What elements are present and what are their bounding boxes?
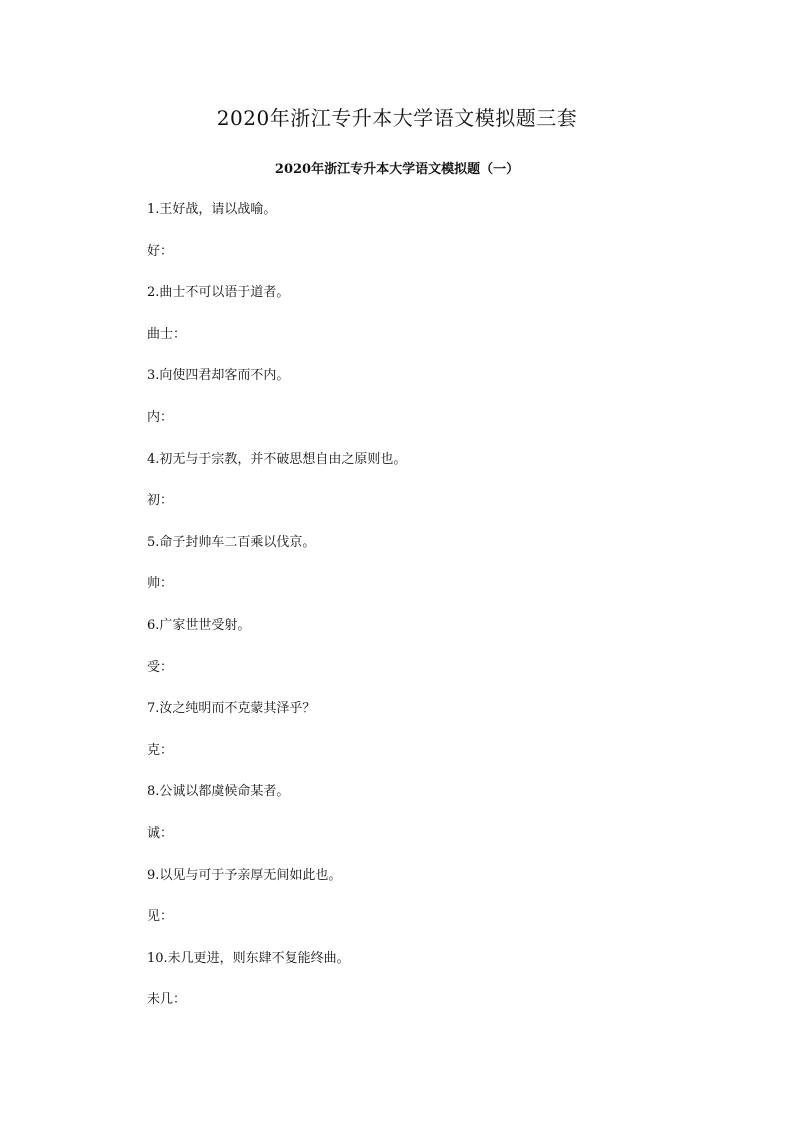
answer-label-8: 诚：: [147, 825, 174, 841]
question-list: [147, 200, 707, 1032]
question-3: 3.向使四君却客而不内。: [147, 368, 290, 384]
answer-label-2: 曲士：: [147, 326, 187, 342]
question-2: 2.曲士不可以语于道者。: [147, 285, 290, 301]
question-6: 6.广家世世受射。: [147, 617, 251, 633]
question-1: 1.王好战，请以战喻。: [147, 202, 277, 217]
answer-label-10: 未几：: [147, 992, 187, 1008]
answer-label-7: 克：: [147, 742, 174, 758]
question-7: 7.汝之纯明而不克蒙其泽乎？: [147, 701, 316, 717]
answer-label-6: 受：: [147, 659, 174, 675]
question-8: 8.公诚以都虞候命某者。: [147, 784, 290, 800]
answer-label-9: 见：: [147, 909, 174, 925]
question-9: 9.以见与可于予亲厚无间如此也。: [147, 867, 342, 883]
answer-label-4: 初：: [147, 493, 174, 509]
section-title: 2020年浙江专升本大学语文模拟题（一）: [274, 162, 520, 177]
answer-label-3: 内：: [147, 409, 174, 425]
answer-label-1: 好：: [147, 243, 174, 259]
document-title: 2020年浙江专升本大学语文模拟题三套: [216, 106, 578, 130]
question-4: 4.初无与于宗教，并不破思想自由之原则也。: [147, 451, 407, 467]
question-10: 10.未几更进，则东肆不复能终曲。: [147, 950, 350, 966]
answer-label-5: 帅：: [147, 576, 174, 592]
question-5: 5.命子封帅车二百乘以伐京。: [147, 534, 316, 550]
